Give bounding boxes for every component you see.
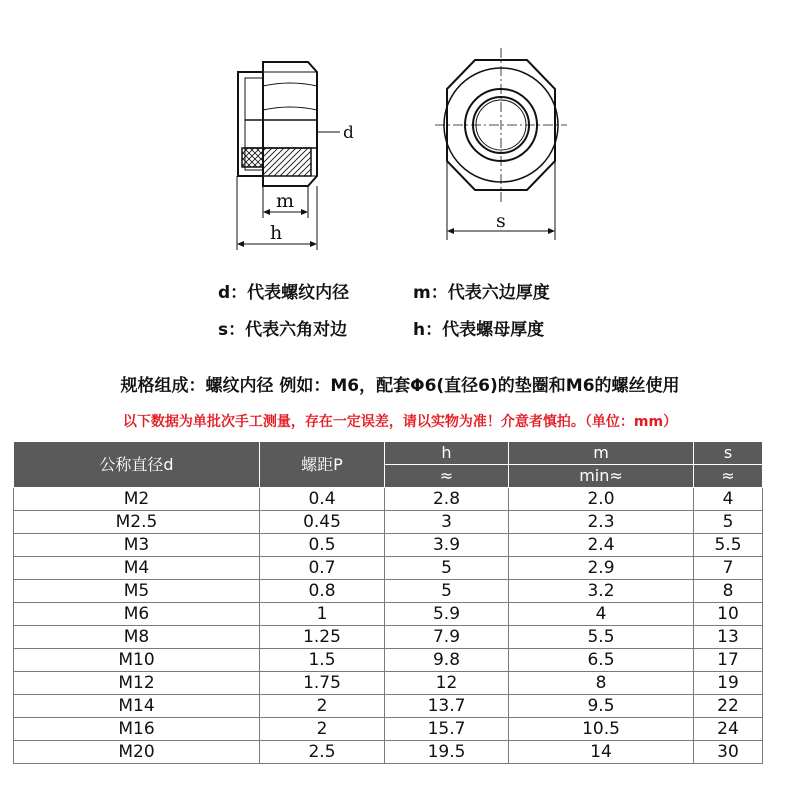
cell-diameter: M4	[14, 557, 260, 580]
cell-s: 24	[694, 718, 763, 741]
cell-h: 7.9	[385, 626, 509, 649]
cell-h: 19.5	[385, 741, 509, 764]
cell-m: 10.5	[509, 718, 694, 741]
table-row	[14, 695, 763, 718]
cell-s: 30	[694, 741, 763, 764]
cell-pitch: 1.25	[260, 626, 385, 649]
table-row	[14, 718, 763, 741]
cell-pitch: 2.5	[260, 741, 385, 764]
cell-m: 9.5	[509, 695, 694, 718]
cell-s: 4	[694, 488, 763, 511]
cell-s: 10	[694, 603, 763, 626]
cell-h: 3.9	[385, 534, 509, 557]
header-h-sub: ≈	[385, 465, 509, 488]
cell-pitch: 0.5	[260, 534, 385, 557]
cell-h: 2.8	[385, 488, 509, 511]
cell-s: 19	[694, 672, 763, 695]
cell-h: 9.8	[385, 649, 509, 672]
cell-m: 8	[509, 672, 694, 695]
cell-h: 13.7	[385, 695, 509, 718]
cell-m: 2.4	[509, 534, 694, 557]
legend-h: h：代表螺母厚度	[413, 320, 545, 340]
cell-h: 5.9	[385, 603, 509, 626]
header-s: s	[694, 442, 763, 465]
cell-diameter: M16	[14, 718, 260, 741]
table-row	[14, 672, 763, 695]
spec-description: 规格组成：螺纹内径 例如：M6，配套Φ6(直径6)的垫圈和M6的螺丝使用	[120, 376, 680, 396]
cell-h: 5	[385, 557, 509, 580]
cell-s: 5.5	[694, 534, 763, 557]
cell-s: 22	[694, 695, 763, 718]
table-row	[14, 580, 763, 603]
header-s-sub: ≈	[694, 465, 763, 488]
cell-pitch: 2	[260, 718, 385, 741]
cell-h: 3	[385, 511, 509, 534]
cell-pitch: 0.45	[260, 511, 385, 534]
table-row	[14, 557, 763, 580]
cell-m: 2.0	[509, 488, 694, 511]
table-row	[14, 534, 763, 557]
size-table	[13, 441, 763, 764]
header-diameter: 公称直径d	[14, 442, 260, 488]
dimension-label-d: d	[343, 123, 354, 143]
cell-pitch: 1.5	[260, 649, 385, 672]
cell-diameter: M20	[14, 741, 260, 764]
cell-pitch: 0.4	[260, 488, 385, 511]
cell-pitch: 1	[260, 603, 385, 626]
dimension-label-s: s	[496, 210, 506, 232]
table-row	[14, 741, 763, 764]
cell-s: 8	[694, 580, 763, 603]
cell-s: 5	[694, 511, 763, 534]
cell-h: 12	[385, 672, 509, 695]
cell-h: 15.7	[385, 718, 509, 741]
header-m: m	[509, 442, 694, 465]
cell-pitch: 2	[260, 695, 385, 718]
cell-diameter: M2	[14, 488, 260, 511]
cell-m: 14	[509, 741, 694, 764]
table-row	[14, 511, 763, 534]
table-row	[14, 488, 763, 511]
header-pitch: 螺距P	[260, 442, 385, 488]
cell-s: 17	[694, 649, 763, 672]
side-view	[238, 62, 317, 186]
cell-diameter: M14	[14, 695, 260, 718]
table-row	[14, 649, 763, 672]
table-row	[14, 603, 763, 626]
cell-diameter: M2.5	[14, 511, 260, 534]
cell-diameter: M6	[14, 603, 260, 626]
cell-s: 7	[694, 557, 763, 580]
table-body	[14, 488, 763, 764]
cell-diameter: M12	[14, 672, 260, 695]
cell-m: 4	[509, 603, 694, 626]
cell-pitch: 1.75	[260, 672, 385, 695]
table-row	[14, 626, 763, 649]
dimension-label-m: m	[276, 190, 295, 212]
cell-diameter: M10	[14, 649, 260, 672]
measurement-note: 以下数据为单批次手工测量，存在一定误差，请以实物为准！介意者慎拍。（单位：mm）	[122, 414, 678, 430]
cell-pitch: 0.8	[260, 580, 385, 603]
cell-m: 3.2	[509, 580, 694, 603]
legend-s: s：代表六角对边	[218, 320, 348, 340]
table-header-row	[14, 442, 763, 465]
cell-m: 6.5	[509, 649, 694, 672]
nut-technical-drawing	[0, 0, 800, 270]
cell-diameter: M5	[14, 580, 260, 603]
legend-m: m：代表六边厚度	[413, 283, 550, 303]
cell-diameter: M8	[14, 626, 260, 649]
front-view	[435, 48, 567, 202]
header-h: h	[385, 442, 509, 465]
header-m-sub: min≈	[509, 465, 694, 488]
cell-h: 5	[385, 580, 509, 603]
cell-s: 13	[694, 626, 763, 649]
cell-m: 2.3	[509, 511, 694, 534]
cell-m: 2.9	[509, 557, 694, 580]
cell-diameter: M3	[14, 534, 260, 557]
legend-d: d：代表螺纹内径	[218, 283, 350, 303]
dimension-label-h: h	[270, 222, 283, 244]
cell-pitch: 0.7	[260, 557, 385, 580]
cell-m: 5.5	[509, 626, 694, 649]
